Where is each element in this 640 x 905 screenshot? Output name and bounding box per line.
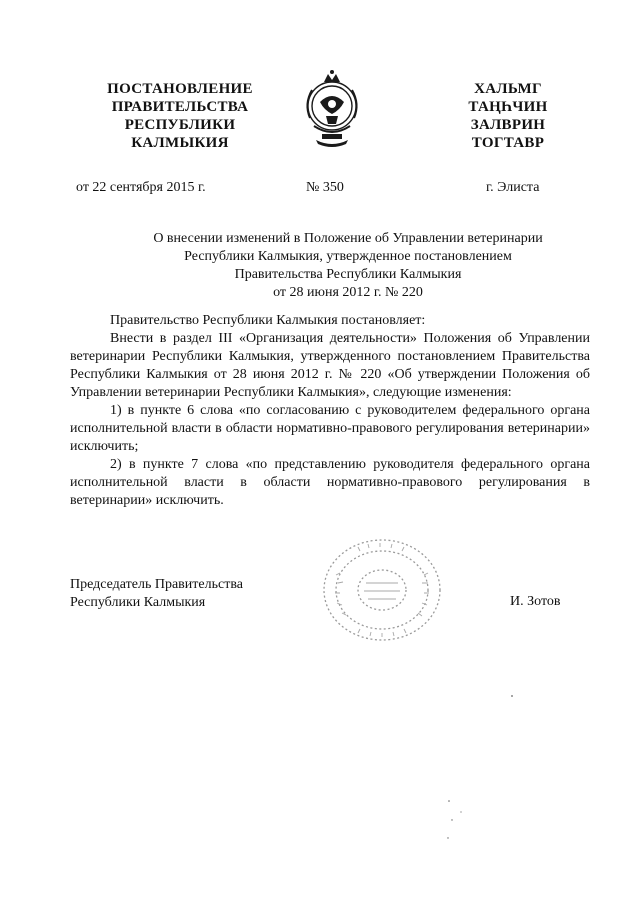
- signature-position: [70, 576, 243, 612]
- header-left-line: РЕСПУБЛИКИ: [124, 117, 236, 133]
- body-intro: Правительство Республики Калмыкия постановляет:: [110, 313, 426, 328]
- title-line: О внесении изменений в Положение об Управлении ветеринарии: [153, 231, 543, 246]
- signer-name: И. Зотов: [510, 594, 561, 609]
- header-right-line: ХАЛЬМГ: [474, 81, 542, 97]
- document-title: [100, 230, 596, 302]
- title-line: от 28 июня 2012 г. № 220: [273, 285, 423, 300]
- body-item-2: 2) в пункте 7 слова «по представлению руководителя федерального органа исполнительной власти в области нормативно-правового регулирования в ветеринарии» исключить.: [70, 457, 590, 508]
- title-line: Правительства Республики Калмыкия: [234, 267, 462, 282]
- document-city: г. Элиста: [486, 180, 540, 195]
- header-right-line: ЗАЛВРИН: [470, 117, 546, 133]
- signature-position-line: Республики Калмыкия: [70, 595, 206, 610]
- official-seal-stamp-icon: [318, 535, 446, 645]
- document-number: № 350: [306, 180, 344, 195]
- header-right-line: ТОГТАВР: [471, 135, 545, 151]
- signature-position-line: Председатель Правительства: [70, 577, 243, 592]
- header-right-line: ТАҢҺЧИН: [468, 99, 548, 115]
- header-left-line: КАЛМЫКИЯ: [131, 135, 229, 151]
- header-right-block: [448, 80, 568, 152]
- body-paragraph-main: Внести в раздел III «Организация деятельности» Положения об Управлении ветеринарии Республики Калмыкия, утвержденного постановлением Правительства Республики Калмыкия от 28 июня 2012 г. № 220 «Об утверждении Положения об Управлении ветеринарии Республики Калмыкия», следующие изменения:: [70, 331, 590, 400]
- header-left-line: ПОСТАНОВЛЕНИЕ: [107, 81, 253, 97]
- title-line: Республики Калмыкия, утвержденное постановлением: [184, 249, 512, 264]
- coat-of-arms-emblem-icon: [300, 68, 364, 148]
- body-item-1: 1) в пункте 6 слова «по согласованию с руководителем федерального органа исполнительной власти в области нормативно-правового регулирования ветеринарии» исключить;: [70, 403, 590, 454]
- document-date: от 22 сентября 2015 г.: [76, 180, 206, 195]
- document-body: [70, 312, 590, 510]
- header-left-line: ПРАВИТЕЛЬСТВА: [111, 99, 249, 115]
- header-left-block: [100, 80, 260, 152]
